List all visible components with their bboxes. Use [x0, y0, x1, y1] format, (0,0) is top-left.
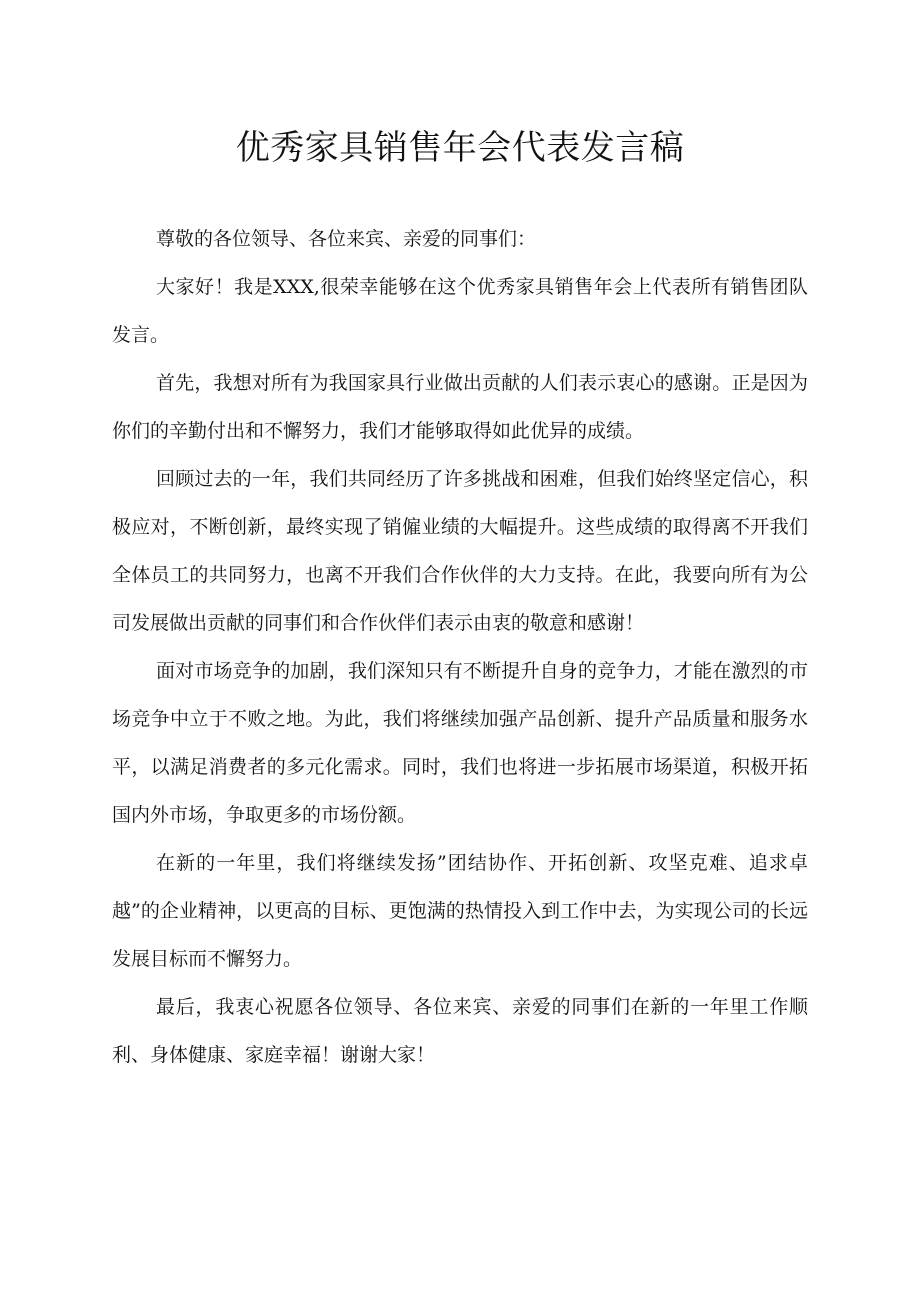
paragraph-review: 回顾过去的一年，我们共同经历了许多挑战和困难，但我们始终坚定信心，积极应对，不断创新，最终实现了销僱业绩的大幅提升。这些成绩的取得离不开我们全体员工的共同努力，也离不开我们合作伙伴的大力支持。在此，我要向所有为公司发展做出贡献的同事们和合作伙伴们表示由衷的敬意和感谢！ — [112, 468, 808, 634]
paragraph-thanks: 首先，我想对所有为我国家具行业做出贡献的人们表示衷心的感谢。正是因为你们的辛勤付出和不懈努力，我们才能够取得如此优异的成绩。 — [112, 372, 808, 442]
paragraph-competition: 面对市场竞争的加剧，我们深知只有不断提升自身的竞争力，才能在激烈的市场竞争中立于不败之地。为此，我们将继续加强产品创新、提升产品质量和服务水平，以满足消费者的多元化需求。同时，我们也将进一步拓展市场渠道，积极开拓国内外市场，争取更多的市场份额。 — [112, 660, 808, 826]
paragraph-greeting: 大家好！我是XXX,很荣幸能够在这个优秀家具销售年会上代表所有销售团队发言。 — [112, 276, 808, 346]
paragraph-closing: 最后，我衷心祝愿各位领导、各位来宾、亲爱的同事们在新的一年里工作顺利、身体健康、家庭幸福！谢谢大家！ — [112, 996, 808, 1066]
page-title: 优秀家具销售年会代表发言稿 — [235, 128, 685, 168]
paragraph-new-year: 在新的一年里，我们将继续发扬”团结协作、开拓创新、攻坚克难、追求卓越”的企业精神，以更高的目标、更饱满的热情投入到工作中去，为实现公司的长远发展目标而不懈努力。 — [112, 852, 808, 970]
paragraph-salutation: 尊敬的各位领导、各位来宾、亲爱的同事们： — [156, 228, 537, 250]
document-body — [112, 215, 808, 1079]
